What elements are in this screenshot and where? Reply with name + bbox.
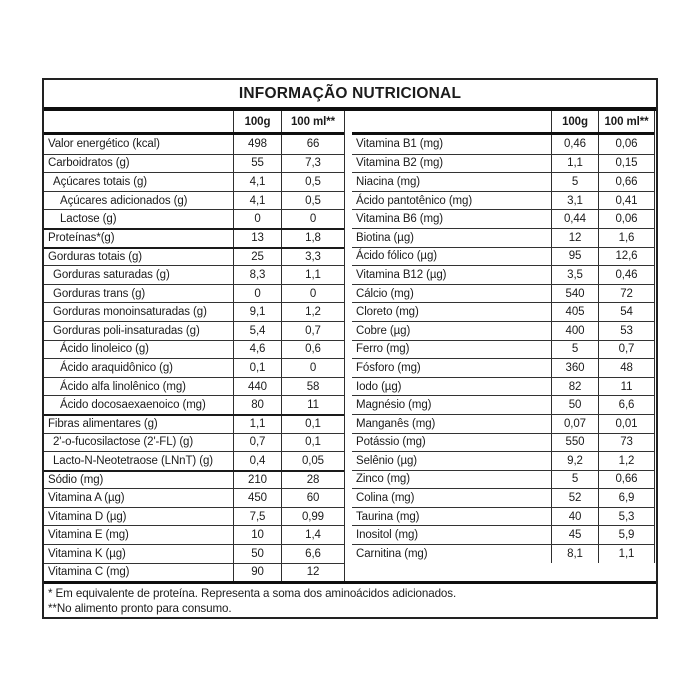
nutrient-label: Açúcares totais (g) — [53, 175, 147, 188]
value-per-100g: 50 — [233, 545, 281, 563]
nutrient-label: Cloreto (mg) — [356, 306, 419, 319]
nutrient-label: Vitamina B12 (µg) — [356, 268, 447, 281]
value-per-100ml: 1,6 — [598, 229, 654, 247]
value-per-100g: 95 — [551, 248, 598, 266]
nutrient-label: Fósforo (mg) — [356, 361, 421, 374]
nutrient-label: 2'-o-fucosilactose (2'-FL) (g) — [53, 436, 194, 449]
nutrient-label: Ácido alfa linolênico (mg) — [60, 380, 186, 393]
header-100g: 100g — [233, 111, 281, 132]
value-per-100g: 10 — [233, 526, 281, 544]
table-row — [352, 507, 654, 526]
value-per-100g: 90 — [233, 564, 281, 582]
table-row — [44, 563, 344, 582]
table-row — [352, 451, 654, 470]
table-row — [352, 191, 654, 210]
nutrient-label: Taurina (mg) — [356, 510, 420, 523]
value-per-100ml: 5,3 — [598, 508, 654, 526]
micronutrients-table — [352, 111, 655, 563]
table-row — [352, 470, 654, 489]
table-row — [352, 358, 654, 377]
value-per-100g: 0,4 — [233, 452, 281, 470]
value-per-100g: 4,1 — [233, 173, 281, 191]
table-row — [44, 302, 344, 321]
value-per-100ml: 1,2 — [598, 452, 654, 470]
value-per-100ml: 1,1 — [281, 266, 344, 284]
nutrient-label: Vitamina D (µg) — [48, 510, 127, 523]
nutrient-label: Gorduras totais (g) — [48, 250, 142, 263]
table-row — [352, 340, 654, 359]
nutrient-label: Ácido pantotênico (mg) — [356, 194, 473, 207]
value-per-100ml: 12,6 — [598, 248, 654, 266]
value-per-100g: 52 — [551, 489, 598, 507]
value-per-100g: 210 — [233, 472, 281, 489]
nutrient-label: Vitamina B2 (mg) — [356, 157, 444, 170]
nutrient-label: Fibras alimentares (g) — [48, 418, 158, 431]
column-header-row-left — [44, 111, 344, 135]
value-per-100ml: 0,1 — [281, 416, 344, 433]
nutrient-label: Vitamina B1 (mg) — [356, 138, 444, 151]
table-row — [352, 154, 654, 173]
table-title: INFORMAÇÃO NUTRICIONAL — [44, 80, 656, 111]
value-per-100g: 360 — [551, 359, 598, 377]
value-per-100g: 0,1 — [233, 359, 281, 377]
table-row — [352, 433, 654, 452]
nutrient-label: Valor energético (kcal) — [48, 138, 160, 151]
nutrient-label: Manganês (mg) — [356, 417, 436, 430]
value-per-100ml: 0,6 — [281, 341, 344, 359]
value-per-100g: 82 — [551, 378, 598, 396]
value-per-100ml: 72 — [598, 285, 654, 303]
value-per-100ml: 6,6 — [281, 545, 344, 563]
header-100ml: 100 ml** — [598, 111, 654, 132]
value-per-100g: 9,1 — [233, 303, 281, 321]
value-per-100ml: 0 — [281, 210, 344, 228]
value-per-100ml: 58 — [281, 378, 344, 396]
value-per-100g: 5,4 — [233, 322, 281, 340]
value-per-100g: 1,1 — [551, 155, 598, 173]
value-per-100ml: 0,5 — [281, 192, 344, 210]
value-per-100g: 9,2 — [551, 452, 598, 470]
table-row — [44, 358, 344, 377]
column-header-row-right — [352, 111, 654, 135]
value-per-100g: 25 — [233, 249, 281, 266]
nutrient-label: Cobre (µg) — [356, 324, 411, 337]
value-per-100ml: 53 — [598, 322, 654, 340]
table-row — [352, 247, 654, 266]
header-spacer — [44, 111, 233, 132]
value-per-100g: 498 — [233, 135, 281, 154]
value-per-100ml: 6,6 — [598, 396, 654, 414]
value-per-100g: 0 — [233, 210, 281, 228]
footnotes — [44, 581, 656, 616]
value-per-100ml: 0,05 — [281, 452, 344, 470]
value-per-100g: 440 — [233, 378, 281, 396]
value-per-100g: 50 — [551, 396, 598, 414]
value-per-100ml: 0,7 — [598, 341, 654, 359]
nutrient-label: Potássio (mg) — [356, 436, 426, 449]
value-per-100ml: 0,5 — [281, 173, 344, 191]
value-per-100ml: 1,1 — [598, 545, 654, 563]
table-row — [352, 228, 654, 247]
table-row — [44, 470, 344, 489]
table-row — [44, 488, 344, 507]
table-row — [44, 228, 344, 247]
table-row — [44, 247, 344, 266]
value-per-100g: 405 — [551, 303, 598, 321]
value-per-100g: 80 — [233, 396, 281, 414]
value-per-100g: 1,1 — [233, 416, 281, 433]
nutrient-label: Ácido araquidônico (g) — [60, 361, 173, 374]
value-per-100ml: 0,99 — [281, 508, 344, 526]
value-per-100g: 40 — [551, 508, 598, 526]
value-per-100ml: 0,7 — [281, 322, 344, 340]
nutrient-label: Proteínas*(g) — [48, 232, 115, 245]
table-row — [352, 544, 654, 563]
nutrient-label: Ácido docosaexaenoico (mg) — [60, 399, 206, 412]
rows-right — [352, 135, 654, 563]
table-row — [352, 488, 654, 507]
table-body — [44, 111, 656, 581]
table-row — [352, 414, 654, 433]
value-per-100g: 55 — [233, 155, 281, 173]
nutrient-label: Magnésio (mg) — [356, 399, 432, 412]
nutrient-label: Vitamina A (µg) — [48, 492, 125, 505]
value-per-100g: 0,44 — [551, 210, 598, 228]
value-per-100g: 3,5 — [551, 266, 598, 284]
header-100g: 100g — [551, 111, 598, 132]
table-row — [352, 302, 654, 321]
rows-left — [44, 135, 344, 581]
nutrient-label: Cálcio (mg) — [356, 287, 414, 300]
value-per-100ml: 60 — [281, 489, 344, 507]
value-per-100ml: 0 — [281, 285, 344, 303]
table-row — [352, 172, 654, 191]
header-spacer — [352, 111, 551, 132]
nutrient-label: Inositol (mg) — [356, 529, 418, 542]
nutrient-label: Ácido fólico (µg) — [356, 250, 437, 263]
table-row — [352, 395, 654, 414]
table-row — [44, 191, 344, 210]
value-per-100g: 5 — [551, 341, 598, 359]
value-per-100ml: 1,4 — [281, 526, 344, 544]
nutrient-label: Vitamina K (µg) — [48, 547, 126, 560]
table-row — [352, 135, 654, 154]
value-per-100ml: 11 — [598, 378, 654, 396]
value-per-100ml: 28 — [281, 472, 344, 489]
footnote-protein: * Em equivalente de proteína. Representa a soma dos aminoácidos adicionados. — [48, 587, 457, 601]
nutrient-label: Açúcares adicionados (g) — [60, 194, 188, 207]
nutrient-label: Colina (mg) — [356, 492, 415, 505]
value-per-100ml: 1,8 — [281, 230, 344, 247]
value-per-100g: 4,1 — [233, 192, 281, 210]
value-per-100g: 13 — [233, 230, 281, 247]
table-row — [44, 414, 344, 433]
value-per-100ml: 73 — [598, 434, 654, 452]
value-per-100ml: 0,01 — [598, 415, 654, 433]
nutrient-label: Gorduras saturadas (g) — [53, 268, 170, 281]
value-per-100g: 8,3 — [233, 266, 281, 284]
value-per-100g: 5 — [551, 471, 598, 489]
value-per-100g: 450 — [233, 489, 281, 507]
table-row — [44, 544, 344, 563]
nutrient-label: Lacto-N-Neotetraose (LNnT) (g) — [53, 454, 213, 467]
nutrient-label: Ferro (mg) — [356, 343, 410, 356]
value-per-100ml: 0,66 — [598, 471, 654, 489]
value-per-100ml: 0 — [281, 359, 344, 377]
value-per-100g: 45 — [551, 526, 598, 544]
value-per-100ml: 7,3 — [281, 155, 344, 173]
table-row — [352, 321, 654, 340]
value-per-100g: 3,1 — [551, 192, 598, 210]
value-per-100ml: 0,06 — [598, 210, 654, 228]
table-row — [352, 525, 654, 544]
nutrient-label: Selênio (µg) — [356, 454, 418, 467]
value-per-100ml: 12 — [281, 564, 344, 582]
value-per-100ml: 66 — [281, 135, 344, 154]
value-per-100g: 540 — [551, 285, 598, 303]
value-per-100g: 7,5 — [233, 508, 281, 526]
table-row — [44, 321, 344, 340]
table-row — [352, 377, 654, 396]
nutrient-label: Vitamina B6 (mg) — [356, 213, 444, 226]
value-per-100g: 8,1 — [551, 545, 598, 563]
macronutrients-table — [44, 111, 345, 581]
table-row — [352, 284, 654, 303]
table-row — [44, 525, 344, 544]
table-row — [44, 154, 344, 173]
value-per-100ml: 0,66 — [598, 173, 654, 191]
table-row — [44, 135, 344, 154]
nutrient-label: Gorduras monoinsaturadas (g) — [53, 306, 207, 319]
value-per-100g: 400 — [551, 322, 598, 340]
value-per-100ml: 0,41 — [598, 192, 654, 210]
table-row — [44, 507, 344, 526]
nutrient-label: Carnitina (mg) — [356, 547, 428, 560]
table-row — [44, 340, 344, 359]
value-per-100ml: 0,15 — [598, 155, 654, 173]
footnote-prepared: **No alimento pronto para consumo. — [48, 601, 232, 615]
value-per-100ml: 11 — [281, 396, 344, 414]
value-per-100ml: 0,06 — [598, 135, 654, 154]
table-row — [44, 433, 344, 452]
value-per-100g: 4,6 — [233, 341, 281, 359]
value-per-100ml: 6,9 — [598, 489, 654, 507]
table-row — [352, 209, 654, 228]
nutrient-label: Biotina (µg) — [356, 231, 414, 244]
value-per-100ml: 0,1 — [281, 434, 344, 452]
nutrient-label: Gorduras trans (g) — [53, 287, 146, 300]
nutrient-label: Zinco (mg) — [356, 473, 410, 486]
value-per-100ml: 5,9 — [598, 526, 654, 544]
nutrient-label: Ácido linoleico (g) — [60, 343, 149, 356]
nutrient-label: Niacina (mg) — [356, 175, 420, 188]
value-per-100g: 0,07 — [551, 415, 598, 433]
table-row — [44, 172, 344, 191]
value-per-100g: 5 — [551, 173, 598, 191]
value-per-100ml: 48 — [598, 359, 654, 377]
table-row — [44, 284, 344, 303]
table-row — [44, 377, 344, 396]
value-per-100g: 12 — [551, 229, 598, 247]
table-row — [44, 265, 344, 284]
value-per-100g: 0,46 — [551, 135, 598, 154]
nutrient-label: Iodo (µg) — [356, 380, 402, 393]
nutrient-label: Gorduras poli-insaturadas (g) — [53, 324, 200, 337]
value-per-100g: 0 — [233, 285, 281, 303]
header-100ml: 100 ml** — [281, 111, 344, 132]
table-row — [44, 395, 344, 414]
table-row — [44, 209, 344, 228]
nutrient-label: Vitamina E (mg) — [48, 529, 129, 542]
nutrient-label: Lactose (g) — [60, 213, 117, 226]
value-per-100ml: 1,2 — [281, 303, 344, 321]
value-per-100ml: 3,3 — [281, 249, 344, 266]
table-row — [352, 265, 654, 284]
nutrient-label: Vitamina C (mg) — [48, 566, 130, 579]
value-per-100ml: 0,46 — [598, 266, 654, 284]
table-row — [44, 451, 344, 470]
nutrient-label: Carboidratos (g) — [48, 157, 130, 170]
value-per-100g: 550 — [551, 434, 598, 452]
value-per-100ml: 54 — [598, 303, 654, 321]
nutrient-label: Sódio (mg) — [48, 473, 104, 486]
nutrition-table — [42, 78, 658, 619]
value-per-100g: 0,7 — [233, 434, 281, 452]
